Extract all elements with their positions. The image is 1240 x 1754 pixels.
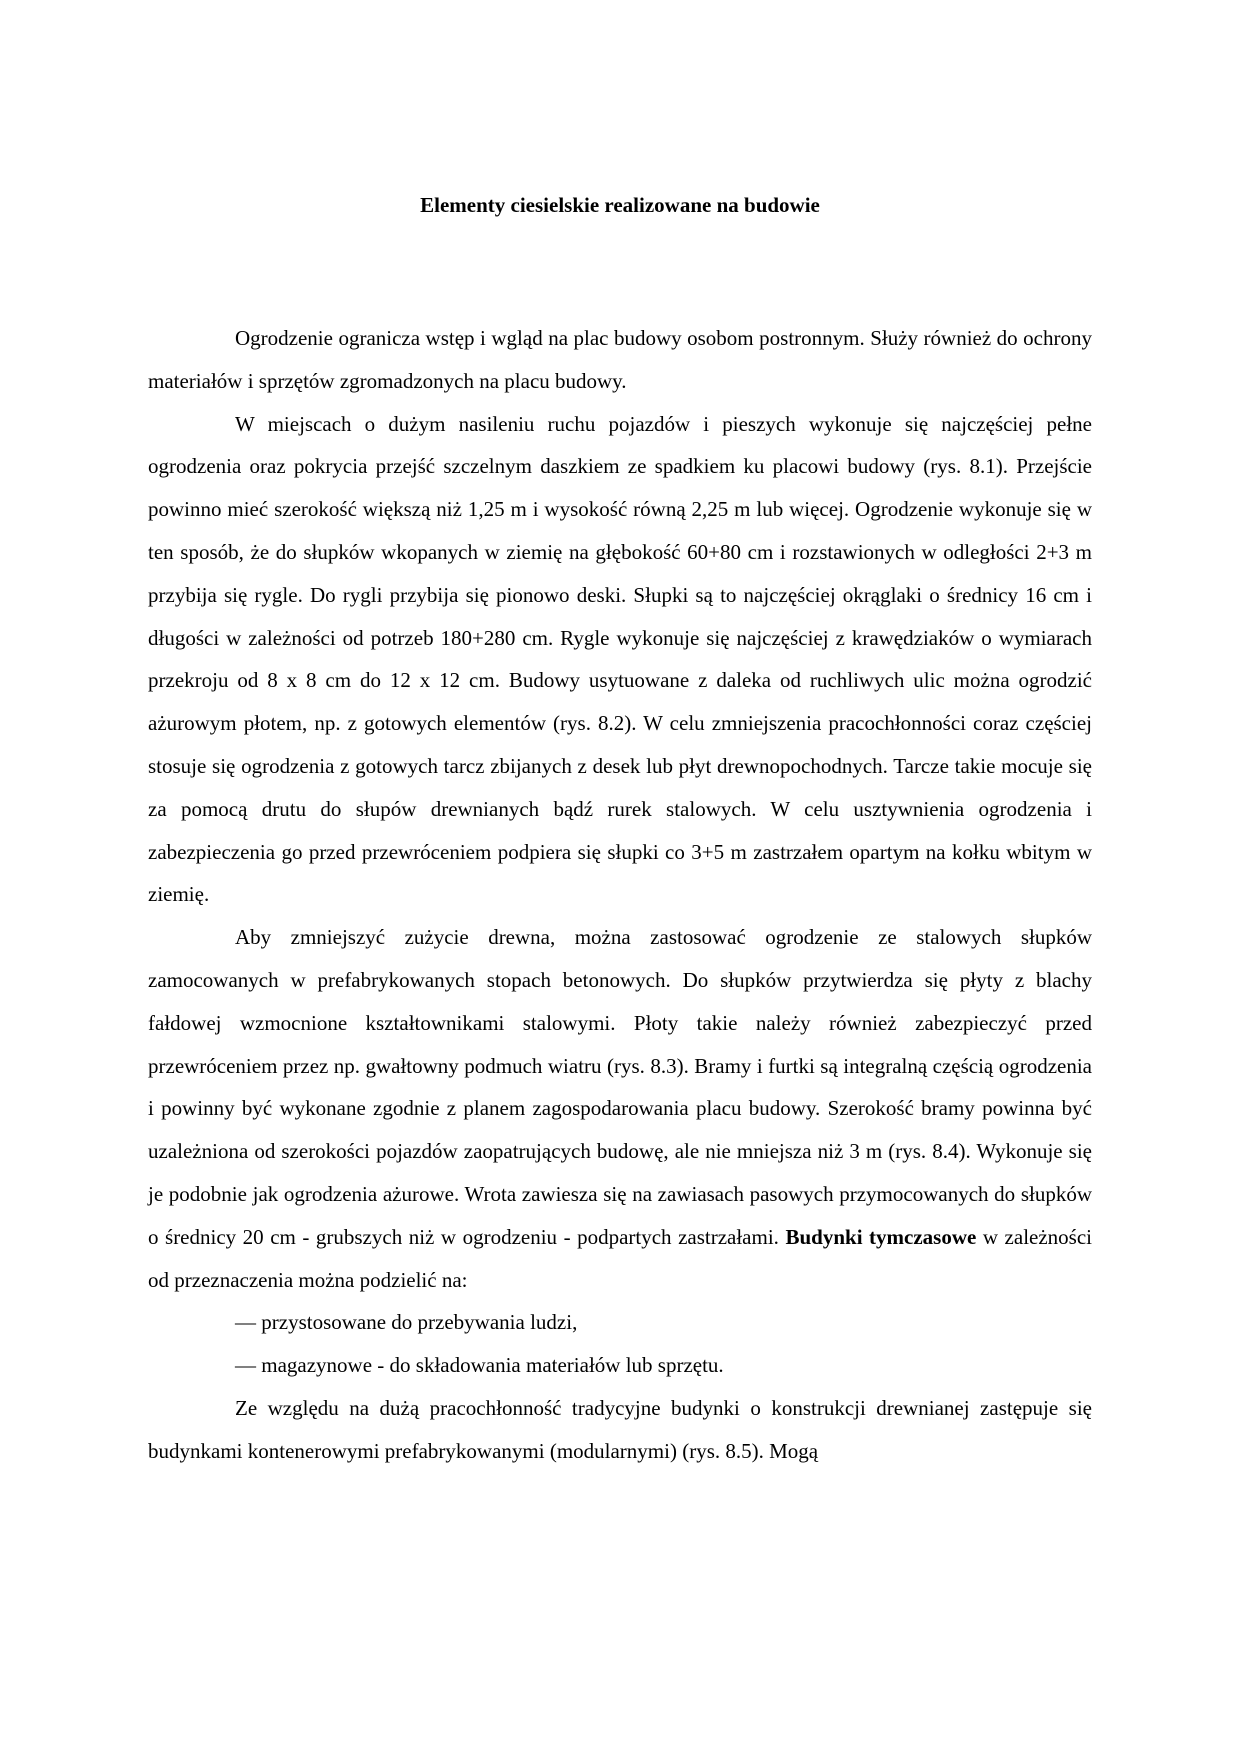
list-item: — magazynowe - do składowania materiałów lub sprzętu. <box>235 1353 724 1378</box>
paragraph-intro: Ogrodzenie ogranicza wstęp i wgląd na plac budowy osobom postronnym. Służy również do ochrony materiałów i sprzętów zgromadzonych na placu budowy. <box>148 326 1092 393</box>
paragraph-containers: Ze względu na dużą pracochłonność tradycyjne budynki o konstrukcji drewnianej zastępuje się budynkami kontenerowymi prefabrykowanymi (modularnymi) (rys. 8.5). Mogą <box>148 1395 1092 1463</box>
paragraph-steel-fencing <box>148 916 1092 1301</box>
bold-term: Budynki tymczasowe <box>785 1224 977 1249</box>
document-body <box>148 317 1092 1473</box>
paragraph-fencing: W miejscach o dużym nasileniu ruchu pojazdów i pieszych wykonuje się najczęściej pełne ogrodzenia oraz pokrycia przejść szczelnym daszkiem ze spadkiem ku placowi budowy (rys. 8.1). Przejście powinno mieć szerokość większą niż 1,25 m i wysokość równą 2,25 m lub więcej. Ogrodzenie wykonuje się w ten sposób, że do słupków wkopanych w ziemię na głębokość 60+80 cm i rozstawionych w odległości 2+3 m przybija się rygle. Do rygli przybija się pionowo deski. Słupki są to najczęściej okrąglaki o średnicy 16 cm i długości w zależności od potrzeb 180+280 cm. Rygle wykonuje się najczęściej z krawędziaków o wymiarach przekroju od 8 x 8 cm do 12 x 12 cm. Budowy usytuowane z daleka od ruchliwych ulic można ogrodzić ażurowym płotem, np. z gotowych elementów (rys. 8.2). W celu zmniejszenia pracochłonności coraz częściej stosuje się ogrodzenia z gotowych tarcz zbijanych z desek lub płyt drewnopochodnych. Tarcze takie mocuje się za pomocą drutu do słupów drewnianych bądź rurek stalowych. W celu usztywnienia ogrodzenia i zabezpieczenia go przed przewróceniem podpiera się słupki co 3+5 m zastrzałem opartym na kołku wbitym w ziemię. <box>148 411 1092 907</box>
list-item: — przystosowane do przebywania ludzi, <box>235 1310 578 1335</box>
document-title: Elementy ciesielskie realizowane na budowie <box>420 193 820 217</box>
paragraph-steel-fencing-text: Aby zmniejszyć zużycie drewna, można zastosować ogrodzenie ze stalowych słupków zamocowanych w prefabrykowanych stopach betonowych. Do słupków przytwierdza się płyty z blachy fałdowej wzmocnione kształtownikami stalowymi. Płoty takie należy również zabezpieczyć przed przewróceniem przez np. gwałtowny podmuch wiatru (rys. 8.3). Bramy i furtki są integralną częścią ogrodzenia i powinny być wykonane zgodnie z planem zagospodarowania placu budowy. Szerokość bramy powinna być uzależniona od szerokości pojazdów zaopatrujących budowę, ale nie mniejsza niż 3 m (rys. 8.4). Wykonuje się je podobnie jak ogrodzenia ażurowe. Wrota zawiesza się na zawiasach pasowych przymocowanych do słupków o średnicy 20 cm - grubszych niż w ogrodzeniu - podpartych zastrzałami. <box>148 925 1092 1249</box>
after-bold-text: w zależności od przeznaczenia można podzielić na: <box>148 1224 1092 1292</box>
